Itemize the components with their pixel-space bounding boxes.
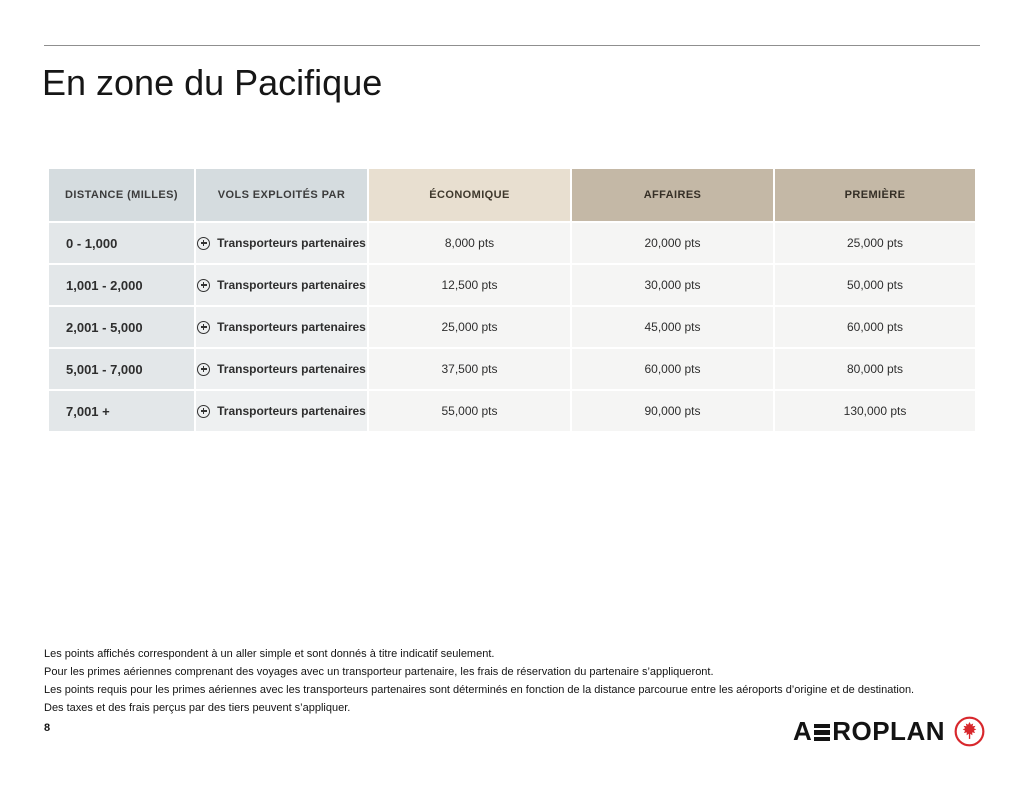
cell-first-points: 50,000 pts [775,265,975,305]
aeroplan-logo [793,716,985,747]
air-canada-maple-leaf-roundel-icon [954,716,985,747]
cell-distance: 2,001 - 5,000 [49,307,194,347]
cell-economy-points: 8,000 pts [369,223,570,263]
wordmark-rest: ROPLAN [832,716,945,746]
cell-operator [196,307,367,347]
cell-first-points: 25,000 pts [775,223,975,263]
operator-label: Transporteurs partenaires [217,236,366,250]
top-divider [44,45,980,46]
cell-first-points: 130,000 pts [775,391,975,431]
operator-label: Transporteurs partenaires [217,362,366,376]
column-header-first: PREMIÈRE [775,169,975,221]
footnote-line: Pour les primes aériennes comprenant des voyages avec un transporteur partenaire, les frais de réservation du partenaire s’appliqueront. [44,666,714,678]
circled-plus-icon [197,405,210,418]
cell-operator [196,349,367,389]
cell-operator [196,265,367,305]
cell-business-points: 45,000 pts [572,307,773,347]
cell-distance: 5,001 - 7,000 [49,349,194,389]
cell-operator [196,391,367,431]
cell-economy-points: 12,500 pts [369,265,570,305]
circled-plus-icon [197,363,210,376]
operator-label: Transporteurs partenaires [217,278,366,292]
footnote-line: Les points affichés correspondent à un aller simple et sont donnés à titre indicatif seulement. [44,648,495,660]
footnote-line: Des taxes et des frais perçus par des tiers peuvent s’appliquer. [44,702,351,714]
award-chart-table [49,169,975,431]
cell-economy-points: 25,000 pts [369,307,570,347]
operator-label: Transporteurs partenaires [217,404,366,418]
page-title: En zone du Pacifique [42,62,383,103]
cell-distance: 1,001 - 2,000 [49,265,194,305]
column-header-business: AFFAIRES [572,169,773,221]
cell-distance: 0 - 1,000 [49,223,194,263]
circled-plus-icon [197,279,210,292]
cell-business-points: 20,000 pts [572,223,773,263]
cell-business-points: 90,000 pts [572,391,773,431]
page-number: 8 [44,722,51,734]
three-bar-e-glyph [814,724,830,741]
cell-business-points: 60,000 pts [572,349,773,389]
cell-first-points: 80,000 pts [775,349,975,389]
cell-business-points: 30,000 pts [572,265,773,305]
cell-economy-points: 37,500 pts [369,349,570,389]
footnotes [44,649,914,721]
cell-operator [196,223,367,263]
wordmark-letter-a: A [792,716,813,746]
cell-first-points: 60,000 pts [775,307,975,347]
cell-economy-points: 55,000 pts [369,391,570,431]
operator-label: Transporteurs partenaires [217,320,366,334]
footnote-line: Les points requis pour les primes aériennes avec les transporteurs partenaires sont déterminés en fonction de la distance parcourue entre les aéroports d’origine et de destination. [44,684,915,696]
aeroplan-wordmark [793,716,945,747]
cell-distance: 7,001 + [49,391,194,431]
column-header-operator: VOLS EXPLOITÉS PAR [196,169,367,221]
circled-plus-icon [197,321,210,334]
circled-plus-icon [197,237,210,250]
column-header-distance: DISTANCE (MILLES) [49,169,194,221]
column-header-economy: ÉCONOMIQUE [369,169,570,221]
